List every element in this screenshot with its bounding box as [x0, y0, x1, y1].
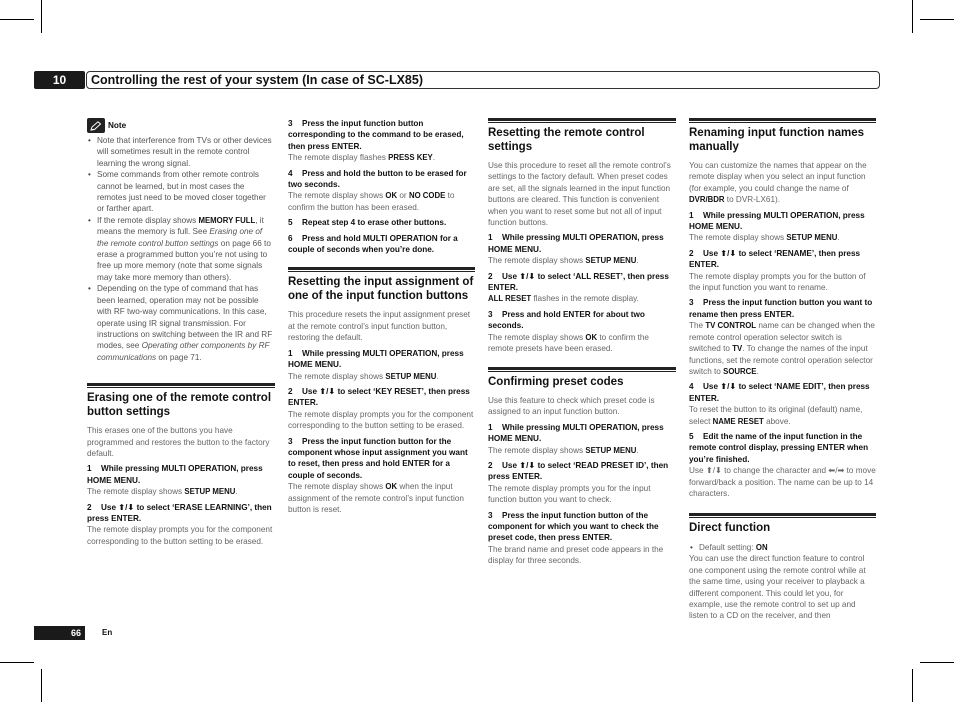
- step-2: 2 Use ⬆/⬇ to select ‘KEY RESET’, then press ENTER.: [288, 386, 470, 408]
- section-heading: Resetting the remote control settings: [488, 127, 645, 153]
- note-item: • Some commands from other remote controls cannot be learned, but in most cases the remotes just need to be moved closer together or farther apart.: [97, 169, 275, 215]
- page-number: 66: [34, 626, 85, 640]
- column-3: Resetting the remote control settings Use this procedure to reset all the remote control’s settings to the factory default. When preset codes are set, all the signals learned in the input function buttons are cleared. This function is convenient when you want to reset some but not all of input function buttons. 1 While pressing MULTI OPERATION, press HOME MENU. The remote display shows SETUP MENU. 2 Use ⬆/⬇ to select ‘ALL RESET’, then press ENTER. ALL RESET flashes in the remote display. 3 Press and hold ENTER for about two seconds. The remote display shows OK to confirm the remote presets have been erased. Confirming preset codes Use this feature to check which preset code is assigned to an input function button. 1 While pressing MULTI OPERATION, press HOME MENU. The remote display shows SETUP MENU. 2 Use ⬆/⬇ to select ‘READ PRESET ID’, then press ENTER. The remote display prompts you for the input function button you want to check. 3 Press the input function button of the component for which you want to check the preset code, then press ENTER. The brand name and preset code appears in the display for three seconds.: [488, 118, 676, 567]
- cross-reference: Operating other components by RF communications: [97, 341, 270, 362]
- note-item: • Note that interference from TVs or other devices will sometimes result in the remote control learning the wrong signal.: [97, 135, 275, 169]
- default-setting-list: [689, 542, 876, 553]
- step-4: 4 Use ⬆/⬇ to select ‘NAME EDIT’, then press ENTER.: [689, 382, 870, 403]
- step-1: 1 While pressing MULTI OPERATION, press HOME MENU.: [488, 422, 664, 444]
- up-down-arrows-icon: ⬆/⬇: [118, 502, 135, 512]
- step-5: 5 Edit the name of the input function in the remote control display, pressing ENTER when you’re finished.: [689, 431, 869, 464]
- default-setting: • Default setting: ON: [699, 542, 876, 553]
- step-6: 6 Press and hold MULTI OPERATION for a couple of seconds when you’re done.: [288, 233, 458, 255]
- section-intro: This erases one of the buttons you have programmed and restores the button to the factory default.: [87, 426, 270, 458]
- section-rule: [689, 118, 876, 123]
- crop-mark: [912, 669, 913, 702]
- step-3: 3 Press the input function button of the component for which you want to check the preset code, then press ENTER.: [488, 510, 659, 543]
- section-heading: Direct function: [689, 522, 771, 535]
- crop-mark: [920, 662, 954, 663]
- section-intro: Use this procedure to reset all the remote control’s settings to the factory default. When preset codes are set, all the signals learned in the input function buttons are cleared. This function is convenient when you want to reset some but not all of input function buttons.: [488, 161, 671, 228]
- note-item: • Depending on the type of command that has been learned, operation may not be possible with RF two-way communications. In this case, operate using IR signal transmission. For instructions on switching between the IR and RF modes, see Operating other components by RF communications on page 71.: [97, 283, 275, 363]
- column-4: Renaming input function names manually You can customize the names that appear on the remote display when you select an input function (for example, you could change the name of DVR/BDR to DVR-LX61). 1 While pressing MULTI OPERATION, press HOME MENU. The remote display shows SETUP MENU. 2 Use ⬆/⬇ to select ‘RENAME’, then press ENTER. The remote display prompts you for the button of the input function you want to rename. 3 Press the input function button you want to rename then press ENTER. The TV CONTROL name can be changed when the remote control operation selector switch is switched to TV. To change the names of the input functions, set the remote control operation selector switch to SOURCE. 4 Use ⬆/⬇ to select ‘NAME EDIT’, then press ENTER. To reset the button to its original (default) name, select NAME RESET above. 5 Edit the name of the input function in the remote control display, pressing ENTER when you’re finished. Use ⬆/⬇ to change the character and ⬅/➡ to move forward/back a position. The name can be up to 14 characters. Direct function • Default setting: ON You can use the direct function feature to control one component using the remote control while at the same time, using your receiver to playback a different component. This could let you, for example, use the remote control to set up and listen to a CD on the receiver, and then: [689, 118, 876, 622]
- chapter-number: 10: [34, 71, 85, 89]
- note-pencil-icon: [87, 118, 105, 133]
- crop-mark: [0, 19, 34, 20]
- step-3: 3 Press the input function button corresponding to the command to be erased, then press ENTER.: [288, 119, 464, 151]
- step-1: 1 While pressing MULTI OPERATION, press HOME MENU.: [689, 210, 865, 232]
- step-3: 3 Press the input function button for the component whose input assignment you want to reset, then press and hold ENTER for a couple of seconds.: [288, 436, 468, 480]
- up-down-arrows-icon: ⬆/⬇: [519, 271, 536, 281]
- up-down-arrows-icon: ⬆/⬇: [720, 382, 737, 392]
- section-intro: You can customize the names that appear on the remote display when you select an input function (for example, you could change the name of DVR/BDR to DVR-LX61).: [689, 161, 867, 205]
- cross-reference: Erasing one of the remote control button settings: [97, 227, 263, 248]
- step-1: 1 While pressing MULTI OPERATION, press HOME MENU.: [488, 233, 664, 254]
- section-rule: [488, 118, 676, 123]
- step-3: 3 Press and hold ENTER for about two seconds.: [488, 309, 645, 331]
- section-rule: [288, 267, 475, 272]
- column-1: Note • Note that interference from TVs or other devices will sometimes result in the remote control learning the wrong signal. • Some commands from other remote controls cannot be learned, but in most cases the remotes just need to be moved closer together or farther apart. • If the remote display shows MEMORY FULL, it means the memory is full. See Erasing one of the remote control button settings on page 66 to erase a programmed button you’re not using to free up more memory (note that some signals may take more memory than others). • Depending on the type of command that has been learned, operation may not be possible with RF two-way communications. In this case, operate using IR signal transmission. For instructions on switching between the IR and RF modes, see Operating other components by RF communications on page 71. Erasing one of the remote control button settings This erases one of the buttons you have programmed and restores the button to the factory default. 1 While pressing MULTI OPERATION, press HOME MENU. The remote display shows SETUP MENU. 2 Use ⬆/⬇ to select ‘ERASE LEARNING’, then press ENTER. The remote display prompts you for the component corresponding to the button setting to be erased.: [87, 118, 275, 547]
- step-2: 2 Use ⬆/⬇ to select ‘READ PRESET ID’, then press ENTER.: [488, 461, 669, 482]
- step-5: 5 Repeat step 4 to erase other buttons.: [288, 218, 447, 228]
- up-down-arrows-icon: ⬆/⬇: [319, 386, 336, 396]
- up-down-arrows-icon: ⬆/⬇: [705, 466, 722, 476]
- step-2: 2 Use ⬆/⬇ to select ‘ERASE LEARNING’, then press ENTER.: [87, 502, 272, 523]
- section-intro: Use this feature to check which preset code is assigned to an input function button.: [488, 396, 655, 417]
- note-label: Note: [108, 120, 127, 130]
- up-down-arrows-icon: ⬆/⬇: [519, 461, 536, 471]
- step-2: 2 Use ⬆/⬇ to select ‘RENAME’, then press ENTER.: [689, 248, 861, 270]
- step-3: 3 Press the input function button you want to rename then press ENTER.: [689, 298, 873, 319]
- crop-mark: [41, 0, 42, 33]
- step-1: 1 While pressing MULTI OPERATION, press HOME MENU.: [87, 464, 263, 485]
- crop-mark: [920, 19, 954, 20]
- up-down-arrows-icon: ⬆/⬇: [720, 248, 737, 258]
- note-item: • If the remote display shows MEMORY FULL, it means the memory is full. See Erasing one of the remote control button settings on page 66 to erase a programmed button you’re not using to free up more memory (note that some signals may take more memory than others).: [97, 215, 275, 283]
- crop-mark: [912, 0, 913, 33]
- note-list: [87, 135, 275, 363]
- section-intro: This procedure resets the input assignment preset at the remote control’s input function button, restoring the default.: [288, 310, 471, 343]
- column-2: 3 Press the input function button corresponding to the command to be erased, then press ENTER. The remote display flashes PRESS KEY. 4 Press and hold the button to be erased for two seconds. The remote display shows OK or NO CODE to confirm the button has been erased. 5 Repeat step 4 to erase other buttons. 6 Press and hold MULTI OPERATION for a couple of seconds when you’re done. Resetting the input assignment of one of the input function buttons This procedure resets the input assignment preset at the remote control’s input function button, restoring the default. 1 While pressing MULTI OPERATION, press HOME MENU. The remote display shows SETUP MENU. 2 Use ⬆/⬇ to select ‘KEY RESET’, then press ENTER. The remote display prompts you for the component corresponding to the button setting to be erased. 3 Press the input function button for the component whose input assignment you want to reset, then press and hold ENTER for a couple of seconds. The remote display shows OK when the input assignment of the remote control’s input function button is reset.: [288, 119, 474, 514]
- chapter-title: Controlling the rest of your system (In case of SC-LX85): [86, 71, 880, 89]
- section-heading: Resetting the input assignment of one of the input function buttons: [288, 276, 474, 302]
- section-rule: [87, 383, 275, 388]
- step-4: 4 Press and hold the button to be erased for two seconds.: [288, 168, 467, 190]
- left-right-arrows-icon: ⬅/➡: [828, 466, 845, 476]
- section-rule: [488, 367, 676, 372]
- step-2: 2 Use ⬆/⬇ to select ‘ALL RESET’, then press ENTER.: [488, 271, 669, 293]
- section-heading: Renaming input function names manually: [689, 127, 865, 153]
- section-body: You can use the direct function feature to control one component using the remote control while at the same time, using your receiver to playback a different component. This could let you, for example, use the remote control to set up and listen to a CD on the receiver, and then: [689, 554, 866, 621]
- section-heading: Erasing one of the remote control button settings: [87, 392, 272, 418]
- language-code: En: [102, 628, 113, 637]
- crop-mark: [0, 662, 34, 663]
- section-heading: Confirming preset codes: [488, 375, 624, 388]
- note-header: [87, 118, 275, 133]
- crop-mark: [41, 669, 42, 702]
- section-rule: [689, 513, 876, 518]
- step-1: 1 While pressing MULTI OPERATION, press HOME MENU.: [288, 348, 464, 370]
